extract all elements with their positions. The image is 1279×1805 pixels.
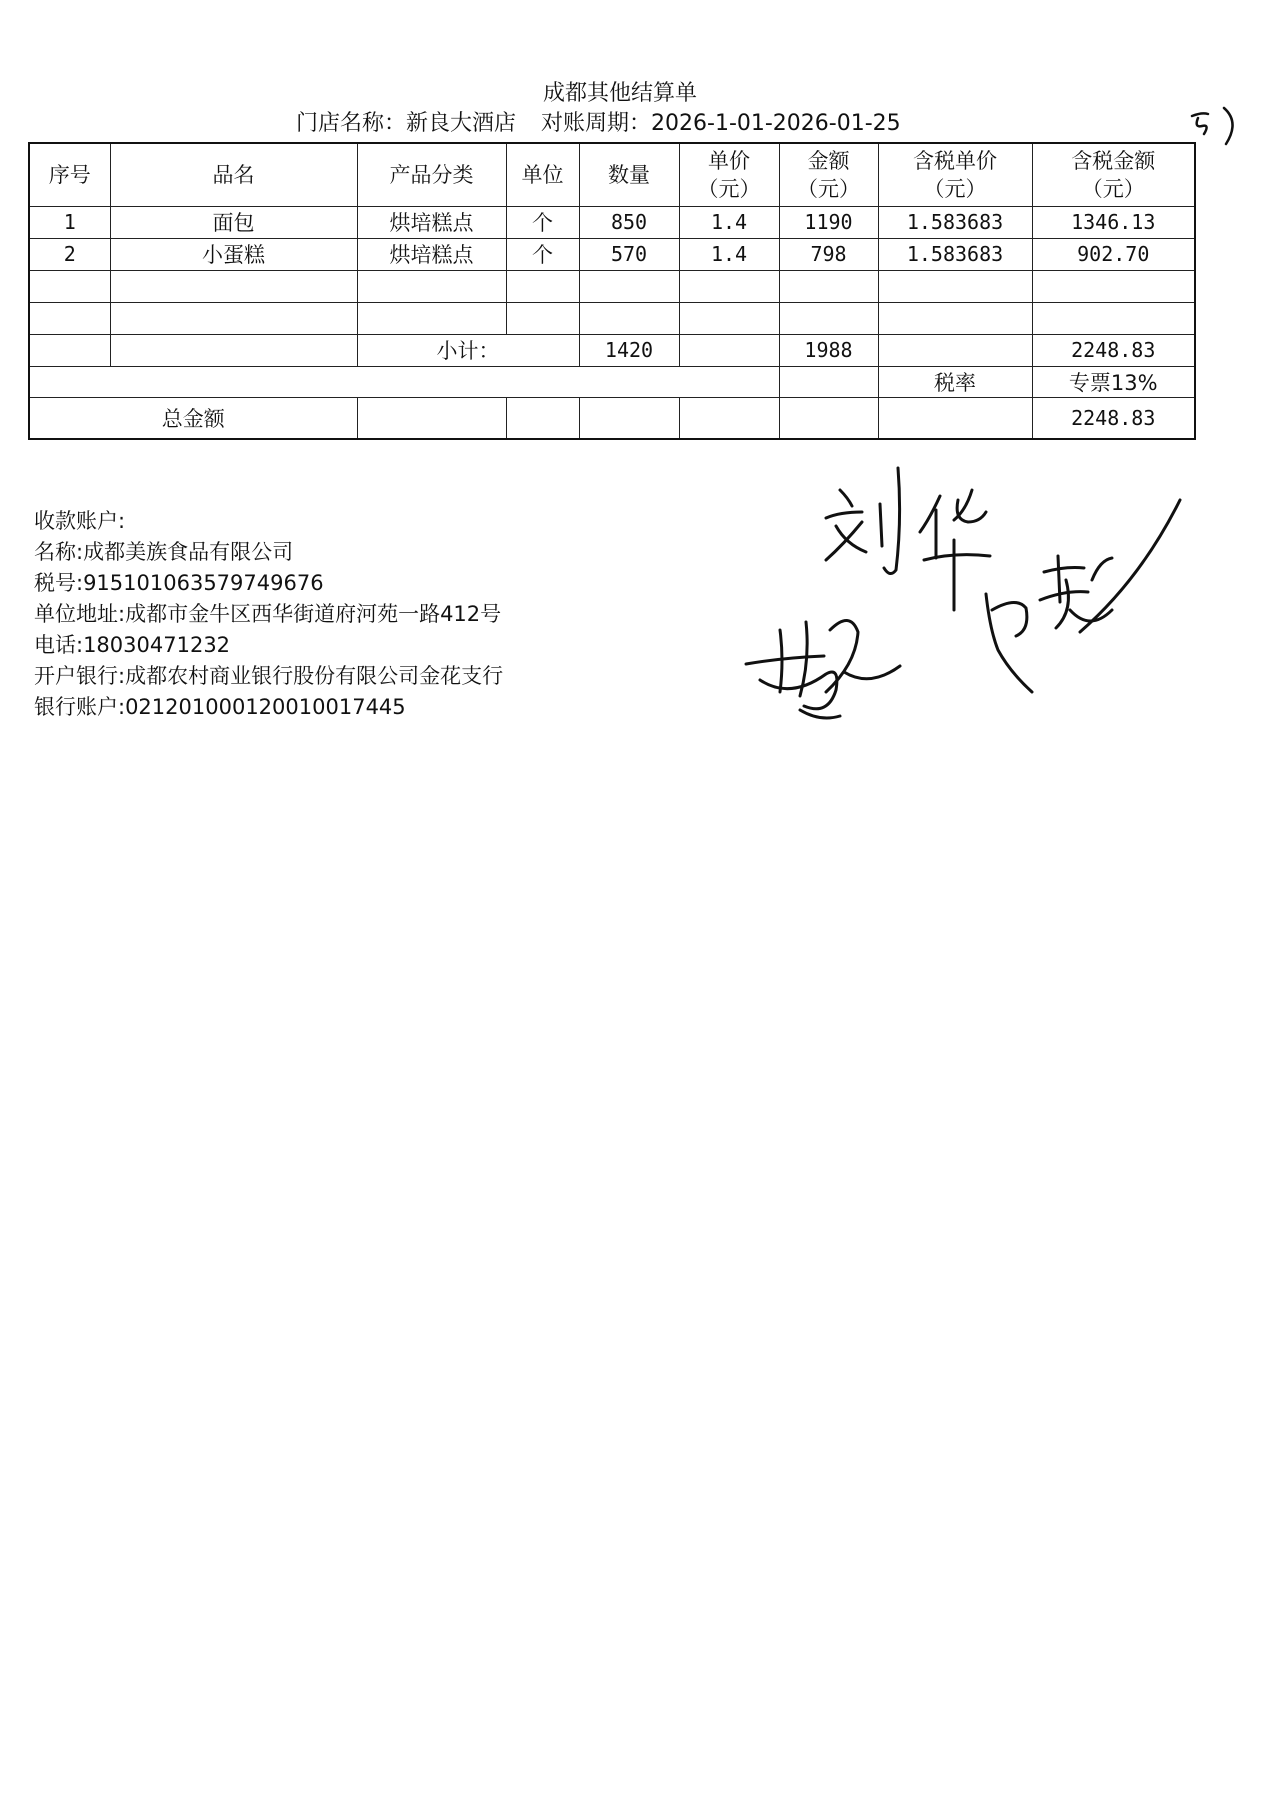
account-bank-number: 银行账户:021201000120010017445 — [34, 695, 406, 719]
total-value: 2248.83 — [1032, 397, 1195, 439]
document-title: 成都其他结算单 — [542, 81, 697, 106]
subtotal-label: 小计： — [357, 334, 579, 366]
subtotal-amount: 1988 — [779, 334, 878, 366]
header-amount — [779, 143, 878, 206]
header-seq: 序号 — [29, 143, 110, 206]
header-tax-amount-label: 含税金额 — [1071, 148, 1156, 173]
header-amount-currency: （元） — [797, 176, 860, 201]
row-seq: 1 — [29, 206, 110, 238]
header-tax-unit-price-label: 含税单价 — [913, 148, 997, 173]
row-unit-price: 1.4 — [679, 206, 779, 238]
handwritten-signatures — [740, 460, 1200, 730]
settlement-table — [28, 142, 1196, 440]
row-amount: 1190 — [779, 206, 878, 238]
store-name: 门店名称：新良大酒店 — [296, 111, 517, 136]
row-amount: 798 — [779, 238, 878, 270]
tax-rate-label: 税率 — [878, 366, 1032, 397]
header-amount-label: 金额 — [807, 148, 850, 173]
table-row — [29, 238, 1195, 270]
header-unit: 单位 — [506, 143, 579, 206]
row-tax-amount: 1346.13 — [1032, 206, 1195, 238]
empty-table-row — [29, 270, 1195, 302]
total-label: 总金额 — [29, 397, 357, 439]
subtotal-row — [29, 334, 1195, 366]
header-tax-unit-price — [878, 143, 1032, 206]
row-unit: 个 — [506, 238, 579, 270]
row-unit: 个 — [506, 206, 579, 238]
margin-handwriting-mark — [1188, 104, 1248, 164]
store-period-line — [296, 106, 956, 137]
account-tax-number: 税号:915101063579749676 — [34, 571, 324, 595]
account-name: 名称:成都美族食品有限公司 — [34, 540, 294, 564]
header-tax-amount — [1032, 143, 1195, 206]
table-row — [29, 206, 1195, 238]
row-tax-amount: 902.70 — [1032, 238, 1195, 270]
table-header-row — [29, 143, 1195, 206]
row-unit-price: 1.4 — [679, 238, 779, 270]
account-phone: 电话:18030471232 — [34, 633, 231, 657]
row-quantity: 570 — [579, 238, 679, 270]
row-tax-unit-price: 1.583683 — [878, 238, 1032, 270]
header-category: 产品分类 — [357, 143, 506, 206]
header-unit-price — [679, 143, 779, 206]
row-name: 面包 — [110, 206, 357, 238]
subtotal-quantity: 1420 — [579, 334, 679, 366]
header-name: 品名 — [110, 143, 357, 206]
row-tax-unit-price: 1.583683 — [878, 206, 1032, 238]
account-address: 单位地址:成都市金牛区西华街道府河苑一路412号 — [34, 602, 502, 626]
row-seq: 2 — [29, 238, 110, 270]
row-name: 小蛋糕 — [110, 238, 357, 270]
reconciliation-period: 对账周期：2026-1-01-2026-01-25 — [541, 111, 901, 136]
tax-rate-row — [29, 366, 1195, 397]
subtotal-tax-amount: 2248.83 — [1032, 334, 1195, 366]
header-tax-amount-currency: （元） — [1081, 176, 1145, 201]
header-unit-price-currency: （元） — [697, 176, 761, 201]
account-bank: 开户银行:成都农村商业银行股份有限公司金花支行 — [34, 664, 504, 688]
header-unit-price-label: 单价 — [708, 148, 750, 173]
tax-rate-value: 专票13% — [1032, 366, 1195, 397]
account-heading: 收款账户: — [34, 509, 126, 533]
total-row — [29, 397, 1195, 439]
empty-table-row — [29, 302, 1195, 334]
header-quantity: 数量 — [579, 143, 679, 206]
row-category: 烘培糕点 — [357, 206, 506, 238]
payee-account-block — [34, 506, 503, 723]
row-quantity: 850 — [579, 206, 679, 238]
row-category: 烘培糕点 — [357, 238, 506, 270]
header-tax-unit-price-currency: （元） — [923, 176, 987, 201]
